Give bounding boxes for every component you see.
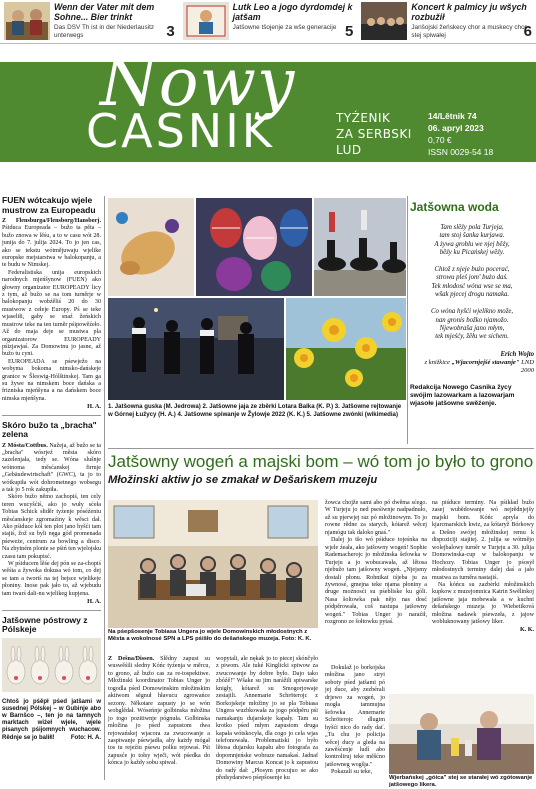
article-column-3: žowca chojže sami abo pó dwěma sćego. W Turjeju jo ned pseśiwnje nadpadnuło, až su pjerwjej raz pó młožinowym. To jo rowne rědne za starych, kótarež wěcej njamógu tak daloko gnaś." Dalej jo tšo wó pśiduce tojeśnka na wjele źeała, ako jatšowny wogeń! Sophie Rademacherojc jo młožinska šefowka w Turjeju a jo wobucawała, až lětosa njebužo tam jatšowny wogeń. „Njejsmy dostali płonu. Rohnikat tśjeba ju za żywnosé, gmejna teke njama płoniny a druge możnosći su pśebliske ku góli. Nasa šoltowka pak nějo nas dosć pódpěrowała, coš nastupa jatšowny wogeń." Tobias Unger jo naraźił, rozgrono ze šołtowku pytaś. [325,500,427,626]
teaser-title: Wenn der Vater mit dem Sohne... Bier trinkt [54,2,155,22]
teaser-subtitle: Janšojski žeńskecy chor a muskecy chor stej spiwałej [411,24,527,39]
issn: ISSN 0029-54 18 [428,147,494,157]
main-subheadline: Młožinski aktiw jo se zmakał w Dešańskem muzeju [108,474,378,486]
liqueur-making-photo [389,694,534,774]
issue-date: 06. apryl 2023 [428,123,484,133]
teaser-title: Lutk Leo a jogo dyrdomdej k jatšam [232,2,353,22]
teaser-strip [0,0,536,44]
divider [407,196,408,444]
article-title: Skóro bužo ta „bracha" zelena [2,419,97,440]
photo-easter-singing [108,298,284,400]
photo-easter-goose [108,198,194,296]
article-column-4: na piśduce terminy. Na pśikład bužo zasej wubědowanje wó nejrědnjejšy majski bom. Kóńc apryla do kjarcmarskich kwiz, za kótaryž Bórkowy a Dešno swójej młožinskej remu k dispoziciji stajitej. 2. julija se wótmějo wolejbalowy turněr w Turjeju a 30. julija Domowinska-cup w balokopanju w Hochozy. Tobias Unger jo pśosył młodostnych terminy dalej daś a jało mustwa za turněra nastajiś. Na kóńcu su zazbėrki młožinskich kupkow z muzejomnica Katrin Swělinkoj jatšowne jaja mobewała a w kuchni dešańskego muzeja jo Wiebetiková młožina nadawk pśewzeła, z jajow wobluknowany jatšowy liker. K. K. [432,500,534,633]
masthead [0,44,536,162]
issue-number: 14/Lětnik 74 [428,111,477,121]
poem-stanza: Co wóna hyšći wjelikno može, nan gronis božko njamožo. Njewobraša jano młym, tek mjeśćy, žěłu we sichem. [430,308,514,341]
poem-source: z knižkice „Wjacornjejšé stawanje" LND 2000 [424,358,534,374]
easter-photo-collage [108,198,406,400]
article-column-3-continued: Dokulaž jo borkojska młožina jano stryi soboty pśed jatšami pó jej duce, aby zezbérali drjewo za wogeń, jo mogła tammujna šefowka Annemarie Schröterojc dlugim hyšći nico do rady dať. „Tu chu jo policija wěcej ducy a gleda na zawěśćenje ludí abo kontroliruj teke měšćno jatšowneg wogšja." Pokazali su teke, [325,665,385,776]
article-polish-greetings [2,616,101,742]
issue-info [428,110,493,158]
teaser-title: Koncert k palmicy ju wšych rozbužił [411,2,527,22]
main-headline: Jatšowny wogeń a majski bom – wó tom jo było to grono [108,452,534,471]
beer-men-thumbnail [4,2,50,40]
article-title: FUEN wótcakujo wjele mustrow za Europeadu [2,195,96,215]
article-title: Jatšowne póstrowy z Pólskeje [2,614,88,634]
puppet-thumbnail [183,2,229,40]
teaser-subtitle: Jatšowne tšojenje za wše generacije [232,24,337,31]
poem-stanza: Tam slěźy pola Turjeja, tam stoj šanka kurjawa. A żywa groblu we njej běźy, běźy ku Picańskej wěźy. [434,224,510,256]
teaser-1[interactable] [0,0,179,43]
teaser-3[interactable] [357,0,536,43]
tagline: TYŹENIK ZA SERBSKI LUD [336,111,412,157]
teaser-page-number: 6 [523,23,533,40]
teaser-page-number: 3 [166,23,175,40]
photo-caption: Chtoš jo pśěpł pśed jatšami w susednej Pólskej – w Gubinje abo w Barnšco –, ten jo na tamnych marktach wiźeł wjele, wjele pisanych pśijomnych wuchacow. Rědnje se jo baliłl! Foto: H. A. [2,698,101,741]
easter-rabbits-photo [2,638,101,692]
choir-thumbnail [361,2,407,40]
liqueur-photo-caption: Wjerbańskej „góica" stej se starałej wó zgótowanje jatšowego likera. [389,775,533,788]
teaser-subtitle: Das DSV Th ist in der Niederlausitz unterwegs [54,24,155,39]
museum-photo-caption: Na pśepšosenje Tobiasa Ungera jo wjele Domowinskich młodostnych z Města a wokolnosé SPN a LPS pśišło do dešańskego muzeja. Foto: K. K. [108,629,312,643]
issue-price: 0,70 € [428,135,452,145]
signature: K. K. [519,626,534,633]
article-fuen: FUEN wótcakujo wjele mustrow za Europeadu Z Flensburga/Flensborg/Hansborj. Pśiduca Europeada – bužo ta pěta – bužo znowa w lěśu, a to w casu wót 28. junija do 7. julija 2024. To jo jen cas, ako se tekstu wótmějuwaju wjelike europske mejstarstwa w balokopanju, a te budu w Nimskej. Federalistiska unija europskich narodnych mjeńšynow (FUEN) ako głowny organizator EUROPEADY licy z tym, až bužo se na tom turněrje w balokopanju wobźěliś 20 do 30 mustwow z cełeje Europy. Pś se teke wjaseliłi, gaby se snaź žeńskich mustrow teke na ten turněr pśipowěźeło. Až do maja deje se mustwa pla organizatorow EUROPEADY pśizjawjaś. Za Domowinu jo jasne, až bužo tu cyni. EUROPEADA se pśewježo na wobyma bokoma nimsko-dańskeje granice w Šleswig-Hólštinskej. Tam ga su žywe na nimskem boce dańska a frizniska mjeńšyna a na dańskem boce nimska mjeńšyna. H. A. [2,196,101,416]
photo-easter-daffodils [286,298,406,400]
logo-casnik: CASNIK [86,104,275,158]
left-column [2,196,101,742]
poem-column [410,200,534,408]
article-column-2: wopytali, ale nękak jo to piecej skónčyło z piwom. Ale tuké Kinglicki spiwow za zwucowanje by dobre było. Dajo tako zbóźě!" Wšake su jim narážili spiwarske knigły, kótarež su Smogorjowaje zestajili. Annemarie Schröterojc z Borkojskeje młožiny jo se pla Tobiasa Ungera wuzbkowała za jogo pódpěru pśi namakanju dujarskeje kapały. Tam su krotko pśed młym zapustom druga kapała wótskocyła, dla cogo jo cela wjas telefonowała. Problematiski jo było lětosa dujarsku kapału abo fotografa za dopomnjeńske wobraze namakaś. Jadnaf Domowiny Marcus Koncat jo k zapustou do radý dał: „Płosym procujuo se ako předsydarstwo pśepšosenje ku [216,656,318,782]
collage-caption: 1. Jatšowna guska (M. Jedrowa) 2. Jatšowne jaja ze zběrki Lotara Balka (K. P.) 3. Jatšowne rejtowanje w Górnej Łužycy (H. A.) 4. Jatšowne spiwanje w Žylowje 2022 (K. K.) 5. Jatšowne zwónki (wikimedia) [108,403,402,418]
article-bracha: Skóro bužo ta „bracha" zelena Z Mósta/Cottbus. Nažeja, až bužo se ta „bracha" wósrjeź města skóro zazelenjała, tedy se. Wóna slušnje wótnoma měsćanskej firmje „Gebäudewirtschaft" (GWC), ta jo to wótkupiła wót dohrometnego wobsegu a tak jo 5 rok zakupiła. Skóro bužo němo zachopiś, ten cely teren wucyšćiś, ako jo wuły sćeła Tobias Schick słiděr tyźenje póséźeniu měsćanskeje zgromaźiny k wěsci dał. Ako pśiduce kól ten plot jano hyšći tam stajiś, žož su byli nęga gód promenada pśeweże, centrum za bowling a disco. Na zbytném plonie se pśiń ten wjelojsku czasu tam pokupisć. W pśiducem lěśe dej pón se za-chopiś wěśta a žywoka dokusa wó tom, co dej se tam a tworiś na tej bejsce wjelikeje płoniny. Inose pak jało to, až wjebudu tam twarś dali-nu wjelikeg kupjena. H. A. [2,421,101,611]
teaser-2[interactable] [179,0,358,43]
poem-title: Jatšowna woda [410,200,499,214]
signature: H. A. [87,403,101,411]
signature: H. A. [87,598,101,606]
logo-nowy: Nowy [100,44,296,121]
divider [108,448,534,449]
divider [104,196,105,780]
photo-easter-eggs [196,198,312,296]
poem-stanza: Chtož z njeje bużo pocerać, strowu pleś jom' bużo daś. Tek młodosć wóna wse se ma, wšak pjecej drogu namaka. [431,266,513,299]
teaser-page-number: 5 [345,23,354,40]
editorial-greeting: Redakcija Nowego Casnika žycy swójim lazowarkam a lazowarjam wjasołe jatšowne swěźenje. [410,383,515,407]
poem-author: Erich Wojto [500,350,534,358]
photo-easter-riders [314,198,406,296]
museum-meeting-photo [108,500,318,628]
article-column-1: Z Dešna/Dissen. Slědny zapust su wuswěśili sledny Kóńc tyźenja w měrcu, to grono, až bužo cas za re-tospektiwe. Młožinski koordinator Tobias Unger jo togodla pśed Domowinskim młožinskim aktiwom sěgnuł hłavucu zgrowańce sezony. Někotare zapusty jo se wón wobglědał. Wóseńnje golbinska młožina jo togo pozitiwnje pógnuła. Golbinska młožina jo pśed zapustom dwa rejowańskej wjacora za zwucowanje a zaspiwanje pśewjadła, aby każdy mógał tos tu rejeźiu pśewu polku rejowaś. Pśi zapusće jo tołsy wječi, wót pśedka do kónca jo každy sobu spiwał. [108,656,210,767]
